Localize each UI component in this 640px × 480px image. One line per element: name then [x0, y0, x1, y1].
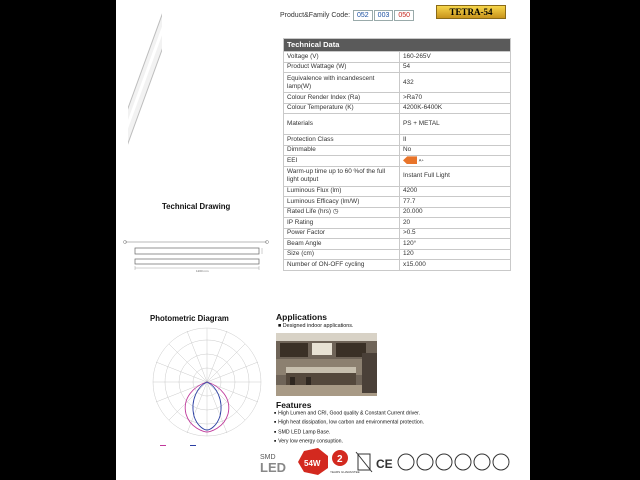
table-row: [284, 239, 511, 250]
table-row: [284, 135, 511, 146]
energy-icon: [436, 454, 452, 470]
applications-title: Applications: [276, 312, 328, 322]
clock-icon: ◷: [332, 208, 339, 216]
row-label: Power Factor: [284, 228, 400, 239]
row-label: Dimmable: [284, 145, 400, 156]
row-label: Warm-up time up to 60 %of the full light output: [284, 166, 400, 186]
table-row: [284, 207, 511, 218]
application-photo: [276, 333, 377, 396]
product-image: [128, 4, 162, 154]
row-value: 120°: [400, 239, 511, 250]
row-value: 120: [400, 249, 511, 260]
row-label: Equivalence with incandescent lamp(W): [284, 73, 400, 93]
drawing-width-label: 1200 mm: [196, 269, 209, 273]
eei-class: A+: [418, 158, 424, 164]
ce-mark-icon: CE: [376, 457, 393, 471]
product-code-003: 003: [374, 10, 394, 21]
photometric-diagram-title: Photometric Diagram: [150, 314, 229, 323]
table-row: [284, 52, 511, 63]
technical-drawing-title: Technical Drawing: [162, 202, 231, 211]
row-value: 20.000: [400, 207, 511, 218]
table-row: [284, 186, 511, 197]
warranty-label: YEARS GUARANTEE: [330, 470, 360, 474]
row-value: >0.5: [400, 228, 511, 239]
row-value: 4200K-6400K: [400, 103, 511, 114]
photometric-polar-diagram: [144, 326, 270, 438]
table-row: [284, 249, 511, 260]
table-row: [284, 93, 511, 104]
row-label: Number of ON-OFF cycling: [284, 260, 400, 271]
table-row: [284, 218, 511, 229]
product-code-label: Product&Family Code:: [280, 12, 351, 19]
row-value: PS + METAL: [400, 114, 511, 135]
row-value: >Ra70: [400, 93, 511, 104]
product-datasheet: [116, 0, 530, 480]
row-value: 54: [400, 62, 511, 73]
row-label: Product Wattage (W): [284, 62, 400, 73]
table-row: [284, 103, 511, 114]
tse-icon: [398, 454, 414, 470]
feature-item: ■ Very low energy consuption.: [274, 437, 424, 446]
feature-item: ■ High heat dissipation, low carbon and environmental protection.: [274, 418, 424, 427]
row-label: Luminous Flux (lm): [284, 186, 400, 197]
row-label: Materials: [284, 114, 400, 135]
table-row: [284, 228, 511, 239]
recycle-bin-icon: [356, 452, 372, 472]
row-value: II: [400, 135, 511, 146]
eei-label-icon: [403, 156, 417, 164]
product-code-050: 050: [394, 10, 414, 21]
row-label: Protection Class: [284, 135, 400, 146]
temperature-icon: [474, 454, 490, 470]
table-row: [284, 145, 511, 156]
applications-text: ■ Designed indoor applications.: [278, 323, 354, 329]
feature-item: ■ SMD LED Lamp Base.: [274, 428, 424, 437]
warranty-years: 2: [337, 454, 343, 465]
row-value: 77.7: [400, 197, 511, 208]
rated-life-label: Rated Life (hrs): [287, 208, 332, 216]
eei-value: [400, 156, 511, 167]
row-value: x15.000: [400, 260, 511, 271]
row-label: Luminous Efficacy (lm/W): [284, 197, 400, 208]
photometric-legend: [158, 443, 238, 453]
features-title: Features: [276, 400, 312, 410]
row-value: 160-265V: [400, 52, 511, 63]
table-row: [284, 114, 511, 135]
ecodesign-icon: [417, 454, 433, 470]
led-badge: LED: [260, 460, 286, 475]
protection-class-icon: [455, 454, 471, 470]
table-row: [284, 73, 511, 93]
table-title: Technical Data: [284, 39, 511, 52]
row-label: Colour Temperature (K): [284, 103, 400, 114]
row-label: Size (cm): [284, 249, 400, 260]
row-label: Colour Render Index (Ra): [284, 93, 400, 104]
table-row: [284, 156, 511, 167]
product-code-row: [280, 10, 414, 21]
row-value: 4200: [400, 186, 511, 197]
certification-icons-row: [258, 448, 520, 476]
table-row: [284, 260, 511, 271]
row-label: Beam Angle: [284, 239, 400, 250]
table-row: [284, 62, 511, 73]
product-code-052: 052: [353, 10, 373, 21]
features-list: [274, 409, 424, 447]
row-label: Voltage (V): [284, 52, 400, 63]
technical-drawing: [121, 238, 271, 280]
row-label: IP Rating: [284, 218, 400, 229]
row-value: No: [400, 145, 511, 156]
lamp-shape-icon: [493, 454, 509, 470]
wattage-badge: 54W: [304, 459, 321, 468]
table-row: [284, 197, 511, 208]
row-label: EEI: [284, 156, 400, 167]
row-value: 432: [400, 73, 511, 93]
table-row: [284, 166, 511, 186]
feature-item: ■ High Lumen and CRI, Good quality & Constant Current driver.: [274, 409, 424, 418]
technical-data-table: [283, 38, 511, 271]
smd-badge: SMD: [260, 454, 276, 461]
row-label: [284, 207, 400, 218]
model-badge: TETRA-54: [436, 5, 506, 19]
applications-description: Designed indoor applications.: [282, 323, 354, 329]
row-value: Instant Full Light: [400, 166, 511, 186]
row-value: 20: [400, 218, 511, 229]
